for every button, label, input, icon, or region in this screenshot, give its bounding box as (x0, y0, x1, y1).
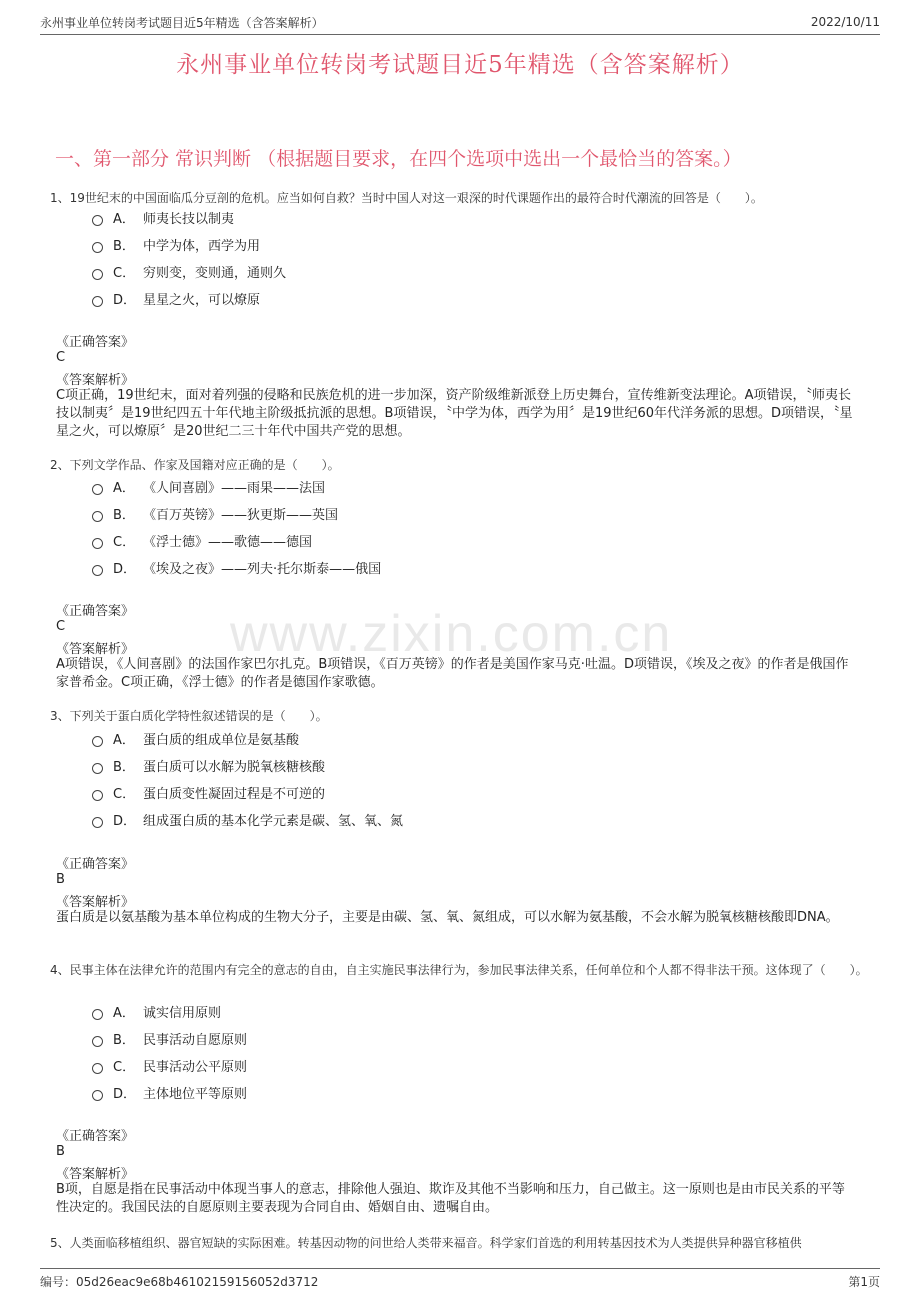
question-3-option-c[interactable]: C． 蛋白质变性凝固过程是不可逆的 (92, 783, 325, 802)
question-2-option-b[interactable]: B． 《百万英镑》——狄更斯——英国 (92, 504, 338, 523)
radio-button-icon[interactable] (92, 1036, 103, 1047)
question-3-explanation: 蛋白质是以氨基酸为基本单位构成的生物大分子，主要是由碳、氢、氧、氮组成，可以水解为氨基酸，不会水解为脱氧核糖核酸即DNA。 (56, 910, 839, 925)
question-4-option-d[interactable]: D． 主体地位平等原则 (92, 1083, 247, 1102)
question-2-option-a[interactable]: A． 《人间喜剧》——雨果——法国 (92, 477, 325, 496)
question-4-answer: B (56, 1144, 65, 1159)
page-number: 第1页 (848, 1274, 880, 1289)
question-1-option-c[interactable]: C． 穷则变，变则通，通则久 (92, 262, 286, 281)
question-1-explanation: C项正确，19世纪末，面对着列强的侵略和民族危机的进一步加深，资产阶级维新派登上历史舞台，宣传维新变法理论。A项错误，〝师夷长技以制夷〞是19世纪四五十年代地主阶级抵抗派的思想。B项错误，〝中学为体，西学为用〞是19世纪60年代洋务派的思想。D项错误，〝星星之火，可以燎原〞是20世纪二三十年代中国共产党的思想。 (56, 388, 853, 439)
question-4-option-c[interactable]: C． 民事活动公平原则 (92, 1056, 247, 1075)
radio-button-icon[interactable] (92, 215, 103, 226)
explanation-label: 《答案解析》 (56, 895, 135, 910)
radio-button-icon[interactable] (92, 269, 103, 280)
question-4-text: 4、民事主体在法律允许的范围内有完全的意志的自由，自主实施民事法律行为，参加民事法律关系，任何单位和个人都不得非法干预。这体现了（ ）。 (50, 963, 868, 977)
question-3-option-b[interactable]: B． 蛋白质可以水解为脱氧核糖核酸 (92, 756, 325, 775)
radio-button-icon[interactable] (92, 1063, 103, 1074)
question-1-text: 1、19世纪末的中国面临瓜分豆剖的危机。应当如何自救？当时中国人对这一艰深的时代课题作出的最符合时代潮流的回答是（ ）。 (50, 191, 763, 205)
radio-button-icon[interactable] (92, 484, 103, 495)
question-5-text: 5、人类面临移植组织、器官短缺的实际困难。转基因动物的问世给人类带来福音。科学家们首选的利用转基因技术为人类提供异种器官移植供 (50, 1236, 802, 1250)
question-2-explanation: A项错误，《人间喜剧》的法国作家巴尔扎克。B项错误，《百万英镑》的作者是美国作家马克·吐温。D项错误，《埃及之夜》的作者是俄国作家普希金。C项正确，《浮士德》的作者是德国作家歌德。 (56, 657, 849, 690)
question-2-option-d[interactable]: D． 《埃及之夜》——列夫·托尔斯泰——俄国 (92, 558, 381, 577)
radio-button-icon[interactable] (92, 817, 103, 828)
radio-button-icon[interactable] (92, 736, 103, 747)
question-1-option-a[interactable]: A． 师夷长技以制夷 (92, 208, 234, 227)
answer-label: 《正确答案》 (56, 1129, 135, 1144)
explanation-label: 《答案解析》 (56, 373, 135, 388)
answer-label: 《正确答案》 (56, 335, 135, 350)
question-1-answer: C (56, 350, 66, 365)
header-date: 2022/10/11 (810, 15, 880, 29)
question-2-answer: C (56, 619, 66, 634)
question-4-option-a[interactable]: A． 诚实信用原则 (92, 1002, 221, 1021)
radio-button-icon[interactable] (92, 296, 103, 307)
question-3-answer: B (56, 872, 65, 887)
page-header (40, 12, 880, 35)
question-3-option-d[interactable]: D． 组成蛋白质的基本化学元素是碳、氢、氧、氮 (92, 810, 403, 829)
radio-button-icon[interactable] (92, 790, 103, 801)
explanation-label: 《答案解析》 (56, 642, 135, 657)
radio-button-icon[interactable] (92, 763, 103, 774)
question-2-text: 2、下列文学作品、作家及国籍对应正确的是（ ）。 (50, 458, 340, 472)
radio-button-icon[interactable] (92, 242, 103, 253)
radio-button-icon[interactable] (92, 1090, 103, 1101)
document-id: 编号：05d26eac9e68b46102159156052d3712 (40, 1274, 319, 1289)
watermark: www.zixin.com.cn (230, 605, 673, 663)
section-heading: 一、第一部分 常识判断 （根据题目要求，在四个选项中选出一个最恰当的答案。） (55, 148, 742, 170)
question-1-option-d[interactable]: D． 星星之火，可以燎原 (92, 289, 260, 308)
question-2-option-c[interactable]: C． 《浮士德》——歌德——德国 (92, 531, 312, 550)
radio-button-icon[interactable] (92, 565, 103, 576)
page-footer (40, 1268, 880, 1291)
question-3-text: 3、下列关于蛋白质化学特性叙述错误的是（ ）。 (50, 709, 328, 723)
radio-button-icon[interactable] (92, 511, 103, 522)
header-doc-title: 永州事业单位转岗考试题目近5年精选（含答案解析） (40, 15, 324, 30)
radio-button-icon[interactable] (92, 538, 103, 549)
answer-label: 《正确答案》 (56, 604, 135, 619)
document-title: 永州事业单位转岗考试题目近5年精选（含答案解析） (176, 52, 744, 78)
explanation-label: 《答案解析》 (56, 1167, 135, 1182)
question-4-option-b[interactable]: B． 民事活动自愿原则 (92, 1029, 247, 1048)
answer-label: 《正确答案》 (56, 857, 135, 872)
question-4-explanation: B项，自愿是指在民事活动中体现当事人的意志，排除他人强迫、欺诈及其他不当影响和压力，自己做主。这一原则也是由市民关系的平等性决定的。我国民法的自愿原则主要表现为合同自由、婚姻自由、遗嘱自由。 (56, 1182, 845, 1215)
radio-button-icon[interactable] (92, 1009, 103, 1020)
question-3-option-a[interactable]: A． 蛋白质的组成单位是氨基酸 (92, 729, 299, 748)
question-1-option-b[interactable]: B． 中学为体，西学为用 (92, 235, 260, 254)
